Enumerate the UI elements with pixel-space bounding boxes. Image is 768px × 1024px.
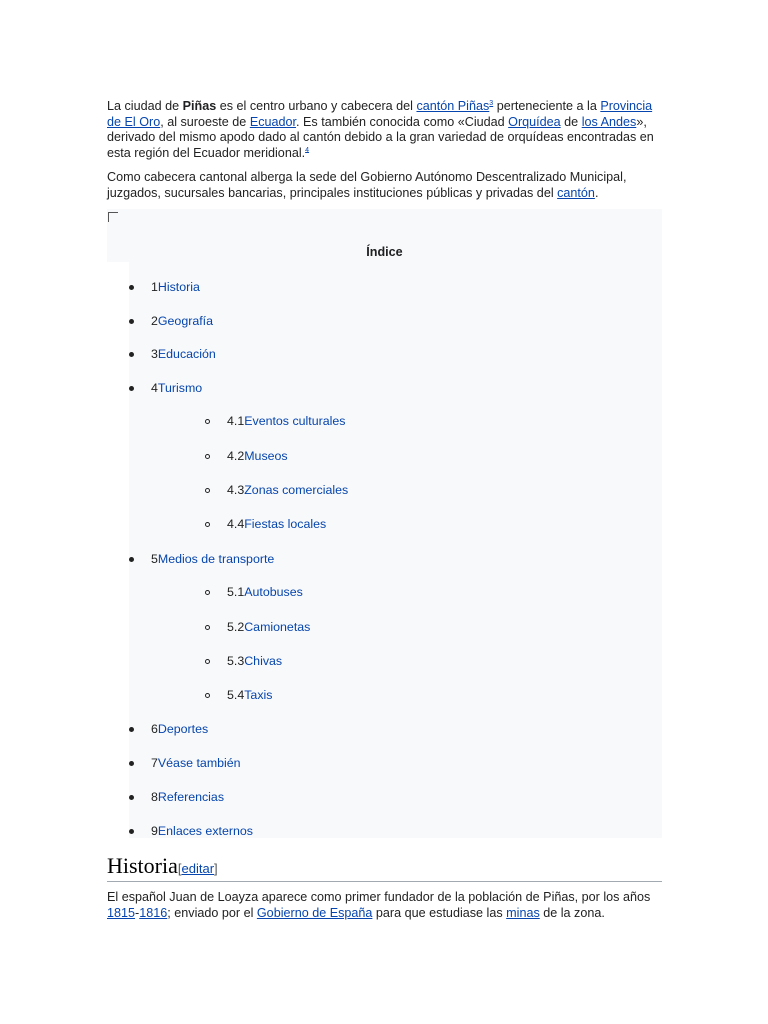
toc-label: Enlaces externos (157, 824, 253, 838)
toc-item-referencias[interactable] (151, 790, 224, 804)
link-1815[interactable]: 1815 (107, 905, 136, 920)
reference-4[interactable]: 4 (305, 146, 310, 154)
section-heading-text: Historia (107, 853, 178, 878)
intro-text: de (560, 114, 582, 129)
intro-text: La ciudad de (107, 99, 183, 113)
toc-label: Eventos culturales (244, 414, 346, 428)
toc-number: 4.4 (227, 517, 245, 531)
link-ecuador[interactable]: Ecuador (249, 114, 297, 129)
edit-bracket: ] (214, 861, 218, 876)
link-1816[interactable]: 1816 (139, 905, 168, 920)
toc-label: Medios de transporte (157, 552, 275, 566)
intro-bold-title: Piñas (182, 99, 217, 113)
toc-item-turismo[interactable] (151, 381, 202, 395)
toc-item-museos[interactable] (227, 449, 288, 463)
toc-box (107, 209, 662, 838)
intro-text: », derivado del mismo apodo dado al cantón debido a la gran variedad de orquídeas encontradas en esta región del Ecuador meridional. (107, 114, 654, 160)
intro-paragraph-2 (107, 170, 667, 201)
toc-item-chivas[interactable] (227, 654, 282, 668)
toc-label: Turismo (157, 381, 203, 395)
intro-paragraph (107, 99, 667, 161)
circle-bullet-icon (205, 522, 210, 527)
toc-number: 7 (151, 756, 158, 770)
toc-number: 2 (151, 314, 158, 328)
toc-number: 3 (151, 347, 158, 361)
toc-margin (107, 262, 129, 838)
bullet-icon (129, 557, 134, 562)
bullet-icon (129, 352, 134, 357)
toc-number: 5.1 (227, 585, 245, 599)
link-los-andes[interactable]: los Andes (581, 114, 637, 129)
intro-text: . Es también conocida como «Ciudad (296, 114, 509, 129)
toc-number: 4.3 (227, 483, 245, 497)
toc-number: 5.3 (227, 654, 245, 668)
toc-label: Taxis (244, 688, 273, 702)
toc-item-taxis[interactable] (227, 688, 272, 702)
intro-text: perteneciente a la (493, 99, 601, 113)
toc-item-vease-tambien[interactable] (151, 756, 241, 770)
circle-bullet-icon (205, 659, 210, 664)
toc-item-enlaces-externos[interactable] (151, 824, 253, 838)
toc-item-camionetas[interactable] (227, 620, 310, 634)
toc-item-geografia[interactable] (151, 314, 213, 328)
toc-label: Museos (244, 449, 288, 463)
historia-text: ; enviado por el (167, 905, 257, 920)
toc-number: 6 (151, 722, 158, 736)
toc-item-historia[interactable] (151, 280, 200, 294)
link-orquidea[interactable]: Orquídea (508, 114, 561, 129)
toc-item-deportes[interactable] (151, 722, 208, 736)
toc-label: Educación (157, 347, 216, 361)
toc-item-medios-de-transporte[interactable] (151, 552, 274, 566)
toc-number: 8 (151, 790, 158, 804)
intro-text: , al suroeste de (160, 114, 250, 129)
bullet-icon (129, 795, 134, 800)
reference-3[interactable]: 3 (489, 99, 494, 107)
edit-bracket: [ (177, 861, 182, 876)
circle-bullet-icon (205, 590, 210, 595)
toc-label: Fiestas locales (244, 517, 327, 531)
historia-text: para que estudiase las (372, 905, 507, 920)
toc-label: Camionetas (244, 620, 311, 634)
toc-number: 5.2 (227, 620, 245, 634)
toc-label: Chivas (244, 654, 283, 668)
historia-text: - (135, 905, 140, 920)
toc-number: 4.1 (227, 414, 245, 428)
bullet-icon (129, 829, 134, 834)
toc-number: 4.2 (227, 449, 245, 463)
link-minas[interactable]: minas (506, 905, 540, 920)
toc-number: 4 (151, 381, 158, 395)
intro-text: . (594, 185, 599, 200)
circle-bullet-icon (205, 488, 210, 493)
bullet-icon (129, 285, 134, 290)
section-heading-historia (107, 853, 218, 879)
toc-number: 5 (151, 552, 158, 566)
toc-number: 5.4 (227, 688, 245, 702)
link-canton-pinas[interactable]: cantón Piñas (416, 99, 490, 113)
toc-number: 1 (151, 280, 158, 294)
intro-text: Como cabecera cantonal alberga la sede del Gobierno Autónomo Descentralizado Municipal, juzgados, sucursales bancarias, principales instituciones públicas y privadas del (107, 170, 627, 200)
link-provincia-el-oro[interactable]: Provincia de El Oro (107, 99, 653, 129)
toc-toggle-icon[interactable] (108, 212, 118, 222)
toc-item-autobuses[interactable] (227, 585, 303, 599)
heading-divider (107, 881, 662, 882)
toc-label: Historia (157, 280, 200, 294)
historia-text: de la zona. (539, 905, 605, 920)
link-canton[interactable]: cantón (557, 185, 595, 200)
toc-label: Referencias (157, 790, 225, 804)
toc-item-zonas-comerciales[interactable] (227, 483, 348, 497)
bullet-icon (129, 319, 134, 324)
circle-bullet-icon (205, 693, 210, 698)
toc-label: Véase también (157, 756, 241, 770)
bullet-icon (129, 761, 134, 766)
toc-label: Geografía (157, 314, 214, 328)
toc-label: Deportes (157, 722, 209, 736)
intro-text: es el centro urbano y cabecera del (216, 99, 417, 113)
circle-bullet-icon (205, 625, 210, 630)
toc-item-fiestas-locales[interactable] (227, 517, 326, 531)
link-gobierno-de-espana[interactable]: Gobierno de España (256, 905, 373, 920)
toc-label: Autobuses (244, 585, 303, 599)
toc-number: 9 (151, 824, 158, 838)
circle-bullet-icon (205, 419, 210, 424)
bullet-icon (129, 727, 134, 732)
historia-text: El español Juan de Loayza aparece como primer fundador de la población de Piñas, por los años (107, 890, 651, 904)
edit-section (178, 861, 218, 876)
toc-label: Zonas comerciales (244, 483, 349, 497)
edit-link[interactable]: editar (181, 861, 215, 876)
toc-item-educacion[interactable] (151, 347, 216, 361)
bullet-icon (129, 386, 134, 391)
circle-bullet-icon (205, 454, 210, 459)
toc-title: Índice (366, 245, 403, 259)
historia-paragraph (107, 890, 667, 921)
toc-item-eventos-culturales[interactable] (227, 414, 345, 428)
